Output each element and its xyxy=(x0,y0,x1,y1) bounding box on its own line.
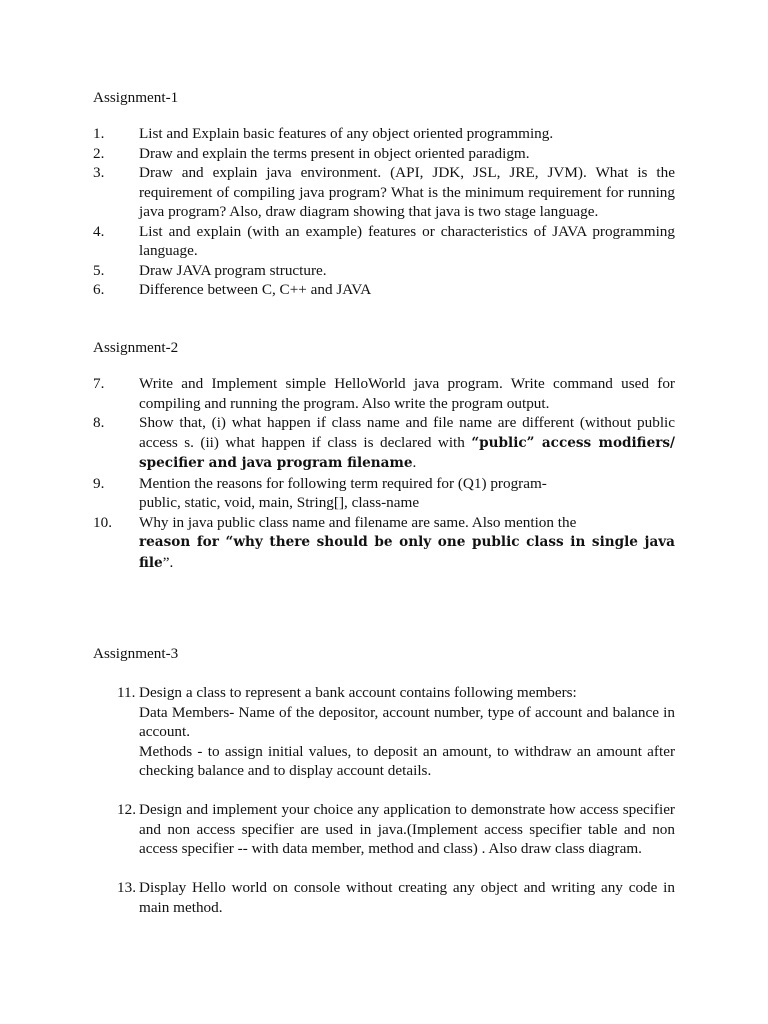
item-text: List and explain (with an example) features or characteristics of JAVA programming language. xyxy=(139,222,675,259)
item-text-tail: ”. xyxy=(162,553,174,571)
item-number: 11. xyxy=(117,684,136,701)
list-item xyxy=(93,374,675,413)
item-number: 4. xyxy=(93,222,105,240)
item-number: 2. xyxy=(93,144,105,162)
list-item xyxy=(93,280,675,300)
assignment-3-list xyxy=(93,683,675,917)
list-item xyxy=(93,261,675,281)
list-item xyxy=(93,800,675,859)
item-text: Draw JAVA program structure. xyxy=(139,261,327,279)
list-item xyxy=(93,163,675,222)
list-item xyxy=(93,474,675,513)
item-number: 8. xyxy=(93,414,105,431)
item-number: 6. xyxy=(93,281,105,298)
item-text: Show that, (i) what happen if class name and file name are different (without public access s. (ii) what happen if class is declared with xyxy=(139,414,675,451)
item-text: List and Explain basic features of any object oriented programming. xyxy=(139,125,554,142)
item-text-line-3: Methods - to assign initial values, to deposit an amount, to withdraw an amount after checking balance and to display account details. xyxy=(139,742,675,779)
item-number: 3. xyxy=(93,164,105,181)
list-item xyxy=(93,413,675,474)
item-number: 13. xyxy=(117,879,136,896)
item-bold-text: reason for “why there should be only one public class in single java file xyxy=(139,534,675,571)
item-text: Mention the reasons for following term required for (Q1) program- xyxy=(139,474,547,492)
item-number: 9. xyxy=(93,474,105,492)
item-bold-text: “public” access modifiers/ specifier and java program filename xyxy=(139,434,675,471)
item-number: 7. xyxy=(93,375,105,392)
list-item xyxy=(93,878,675,917)
assignment-1-list xyxy=(93,124,675,300)
item-text: Why in java public class name and filename are same. Also mention the xyxy=(139,513,577,531)
item-number: 5. xyxy=(93,261,105,279)
assignment-1-heading: Assignment-1 xyxy=(93,89,179,106)
item-text: Design a class to represent a bank account contains following members: xyxy=(139,684,577,701)
list-item xyxy=(93,513,675,574)
item-text: Write and Implement simple HelloWorld java program. Write command used for compiling and running the program. Also write the program output. xyxy=(139,375,675,412)
assignment-2-heading: Assignment-2 xyxy=(93,339,179,356)
list-item xyxy=(93,222,675,261)
assignment-3-heading: Assignment-3 xyxy=(93,645,179,662)
item-text: Draw and explain java environment. (API, JDK, JSL, JRE, JVM). What is the requirement of compiling java program? What is the minimum requirement for running java program? Also, draw diagram showing that java is two stage language. xyxy=(139,164,675,220)
assignment-2-list xyxy=(93,374,675,573)
item-text-tail: . xyxy=(412,454,417,471)
list-item xyxy=(93,124,675,144)
item-text: Design and implement your choice any application to demonstrate how access specifier and non access specifier are used in java.(Implement access specifier table and non access specifier -- with data member, method and class) . Also draw class diagram. xyxy=(139,801,675,857)
item-number: 10. xyxy=(93,513,112,531)
item-text: Draw and explain the terms present in object oriented paradigm. xyxy=(139,144,530,162)
item-text: Display Hello world on console without creating any object and writing any code in main method. xyxy=(139,879,675,916)
item-number: 12. xyxy=(117,801,136,818)
list-item xyxy=(93,683,675,781)
list-item xyxy=(93,144,675,164)
item-text: Difference between C, C++ and JAVA xyxy=(139,281,372,298)
item-text-line-2: Data Members- Name of the depositor, account number, type of account and balance in account. xyxy=(139,703,675,740)
item-text-line-2: public, static, void, main, String[], class-name xyxy=(139,494,420,511)
item-number: 1. xyxy=(93,125,105,142)
